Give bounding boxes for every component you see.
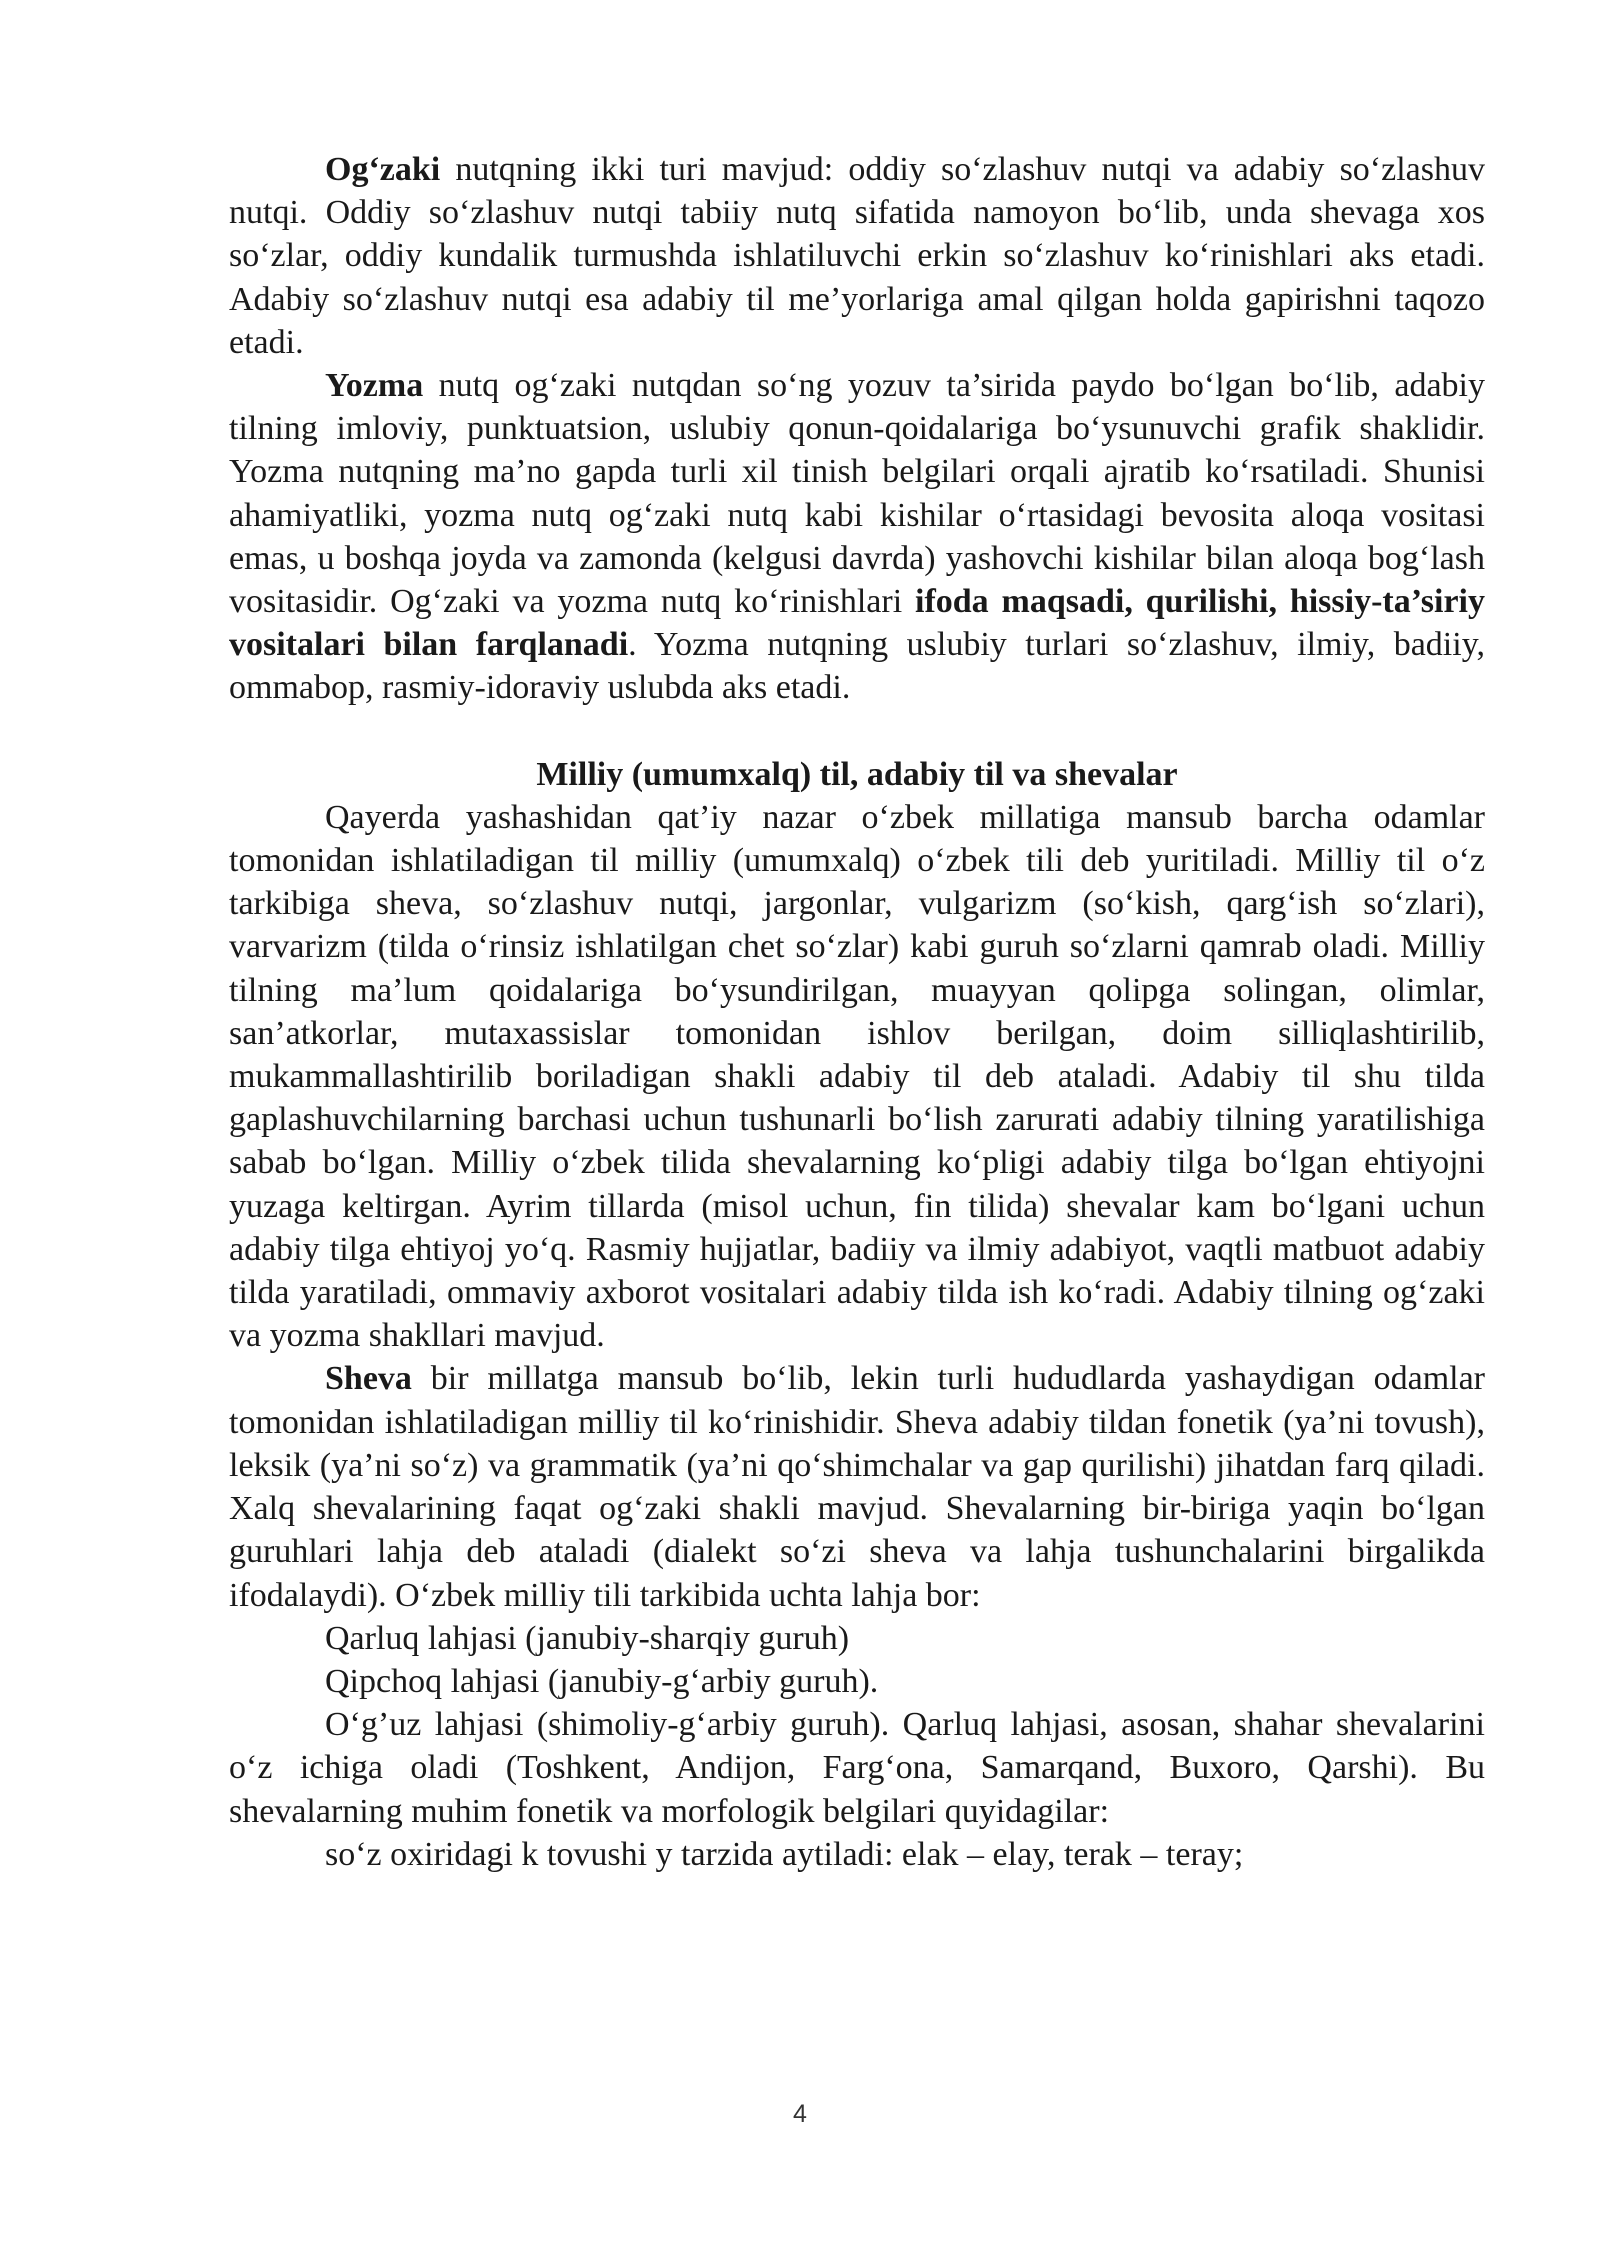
section-heading: Milliy (umumxalq) til, adabiy til va shevalar xyxy=(536,755,1178,793)
list-item-qipchoq: Qipchoq lahjasi (janubiy-g‘arbiy guruh). xyxy=(325,1662,879,1700)
term-ogzaki: Og‘zaki xyxy=(325,151,441,188)
page-number: 4 xyxy=(793,2100,807,2128)
paragraph-ogzaki xyxy=(229,148,1485,364)
paragraph-sheva xyxy=(229,1357,1485,1616)
paragraph-yozma xyxy=(229,364,1485,710)
paragraph-text: bir millatga mansub bo‘lib, lekin turli hududlarda yashaydigan odamlar tomonidan ishlatiladigan milliy til ko‘rinishidir. Sheva adabiy tildan fonetik (ya’ni tovush), leksik (ya’ni so‘z) va grammatik (ya’ni qo‘shimchalar va gap qurilishi) jihatdan farq qiladi. Xalq shevalarining faqat og‘zaki shakli mavjud. Shevalarning bir-biriga yaqin bo‘lgan guruhlari lahja deb ataladi (dialekt so‘zi sheva va lahja tushunchalarini birgalikda ifodalaydi). O‘zbek milliy tili tarkibida uchta lahja bor: xyxy=(229,1360,1485,1614)
paragraph-fonetik: so‘z oxiridagi k tovushi y tarzida aytiladi: elak – elay, terak – teray; xyxy=(325,1835,1244,1873)
document-page xyxy=(229,148,1485,1876)
paragraph-text: . Yozma nutqning uslubiy turlari so‘zlashuv, ilmiy, badiiy, ommabop, rasmiy-idoraviy uslubda aks etadi. xyxy=(229,626,1485,707)
term-yozma: Yozma xyxy=(325,367,424,405)
paragraph-text: nutq og‘zaki nutqdan so‘ng yozuv ta’sirida paydo bo‘lgan bo‘lib, adabiy tilning imloviy, punktuatsion, uslubiy qonun-qoidalariga bo‘ysunuvchi grafik shaklidir. Yozma nutqning ma’no gapda turli xil tinish belgilari orqali ajratib ko‘rsatiladi. Shunisi ahamiyatliki, yozma nutq og‘zaki nutq kabi kishilar o‘rtasidagi bevosita aloqa vositasi emas, u boshqa joyda va zamonda (kelgusi davrda) yashovchi kishilar bilan aloqa bog‘lash vositasidir. Og‘zaki va yozma nutq ko‘rinishlari xyxy=(229,367,1485,621)
paragraph-oguz: O‘g’uz lahjasi (shimoliy-g‘arbiy guruh). Qarluq lahjasi, asosan, shahar shevalarini o‘z ichiga oladi (Toshkent, Andijon, Farg‘ona, Samarqand, Buxoro, Qarshi). Bu shevalarning muhim fonetik va morfologik belgilari quyidagilar: xyxy=(229,1706,1485,1830)
paragraph-text: nutqning ikki turi mavjud: oddiy so‘zlashuv nutqi va adabiy so‘zlashuv nutqi. Oddiy so‘zlashuv nutqi tabiiy nutq sifatida namoyon bo‘lib, unda shevaga xos so‘zlar, oddiy kundalik turmushda ishlatiluvchi erkin so‘zlashuv ko‘rinishlari aks etadi. Adabiy so‘zlashuv nutqi esa adabiy til me’yorlariga amal qilgan holda gapirishni taqozo etadi. xyxy=(229,151,1485,361)
paragraph-milliy-til: Qayerda yashashidan qat’iy nazar o‘zbek millatiga mansub barcha odamlar tomonidan ishlatiladigan til milliy (umumxalq) o‘zbek tili deb yuritiladi. Milliy til o‘z tarkibiga sheva, so‘zlashuv nutqi, jargonlar, vulgarizm (so‘kish, qarg‘ish so‘zlari), varvarizm (tilda o‘rinsiz ishlatilgan chet so‘zlar) kabi guruh so‘zlarni qamrab oladi. Milliy tilning ma’lum qoidalariga bo‘ysundirilgan, muayyan qolipga solingan, olimlar, san’atkorlar, mutaxassislar tomonidan ishlov berilgan, doim silliqlashtirilib, mukammallashtirilib boriladigan shakli adabiy til deb ataladi. Adabiy til shu tilda gaplashuvchilarning barchasi uchun tushunarli bo‘lish zarurati adabiy tilning yaratilishiga sabab bo‘lgan. Milliy o‘zbek tilida shevalarning ko‘pligi adabiy tilga bo‘lgan ehtiyojni yuzaga keltirgan. Ayrim tillarda (misol uchun, fin tilida) shevalar kam bo‘lgani uchun adabiy tilga ehtiyoj yo‘q. Rasmiy hujjatlar, badiiy va ilmiy adabiyot, vaqtli matbuot adabiy tilda yaratiladi, ommaviy axborot vositalari adabiy tilda ish ko‘radi. Adabiy tilning og‘zaki va yozma shakllari mavjud. xyxy=(229,798,1485,1355)
list-item-qarluq: Qarluq lahjasi (janubiy-sharqiy guruh) xyxy=(325,1619,850,1657)
term-sheva: Sheva xyxy=(325,1360,412,1398)
emphasis-text: ifoda maqsadi, qurilishi, hissiy-ta’siriy vositalari bilan farqlanadi xyxy=(229,583,1485,664)
